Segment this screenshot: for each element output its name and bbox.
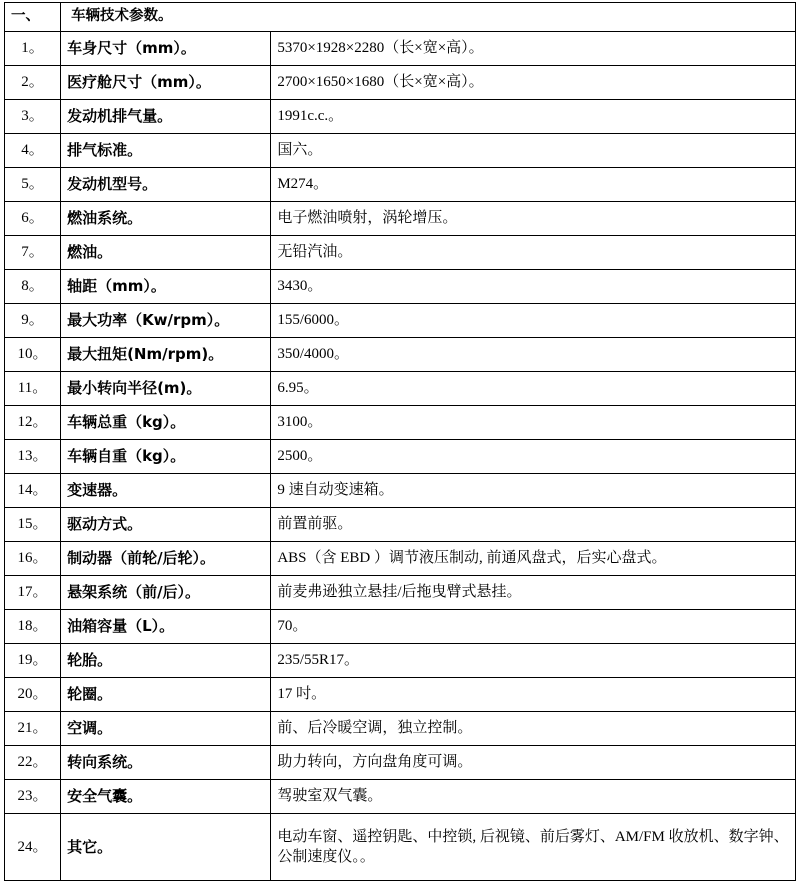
table-row [5,236,796,270]
row-number: 19。 [5,644,61,678]
row-label: 排气标准。 [61,134,271,168]
vehicle-spec-table [4,2,796,881]
table-row [5,814,796,881]
row-number: 11。 [5,372,61,406]
row-label: 变速器。 [61,474,271,508]
row-value: 5370×1928×2280（长×宽×高）。 [271,32,796,66]
table-row [5,508,796,542]
row-value: ABS（含 EBD ）调节液压制动, 前通风盘式，后实心盘式。 [271,542,796,576]
row-label: 其它。 [61,814,271,881]
row-value: 无铅汽油。 [271,236,796,270]
table-row [5,746,796,780]
row-label: 车辆总重（kg）。 [61,406,271,440]
row-number: 17。 [5,576,61,610]
row-number: 10。 [5,338,61,372]
table-row [5,100,796,134]
row-number: 13。 [5,440,61,474]
table-row [5,678,796,712]
row-value [271,814,796,881]
row-number: 18。 [5,610,61,644]
row-number: 15。 [5,508,61,542]
row-value-text: 电动车窗、遥控钥匙、中控锁, 后视镜、前后雾灯、AM/FM 收放机、数字钟、公制速度仪。。 [277,828,789,865]
table-row [5,644,796,678]
row-value: 前、后冷暖空调，独立控制。 [271,712,796,746]
row-label: 燃油系统。 [61,202,271,236]
row-label: 医疗舱尺寸（mm）。 [61,66,271,100]
row-number: 24。 [5,814,61,881]
row-label: 轮圈。 [61,678,271,712]
row-label: 轴距（mm）。 [61,270,271,304]
row-number: 2。 [5,66,61,100]
row-value: 国六。 [271,134,796,168]
table-row [5,32,796,66]
row-number: 1。 [5,32,61,66]
table-row [5,712,796,746]
row-label: 最大扭矩(Nm/rpm)。 [61,338,271,372]
table-row [5,440,796,474]
row-value: 9 速自动变速箱。 [271,474,796,508]
row-label: 最小转向半径(m)。 [61,372,271,406]
row-number: 8。 [5,270,61,304]
row-number: 22。 [5,746,61,780]
row-label: 发动机排气量。 [61,100,271,134]
table-row [5,304,796,338]
row-value: 助力转向，方向盘角度可调。 [271,746,796,780]
row-label: 车身尺寸（mm）。 [61,32,271,66]
row-value: 350/4000。 [271,338,796,372]
table-header-row [5,3,796,32]
row-value: 235/55R17。 [271,644,796,678]
table-row [5,134,796,168]
row-value: 1991c.c.。 [271,100,796,134]
row-label: 车辆自重（kg）。 [61,440,271,474]
row-value: 155/6000。 [271,304,796,338]
row-label: 油箱容量（L）。 [61,610,271,644]
row-number: 21。 [5,712,61,746]
row-value: 电子燃油喷射，涡轮增压。 [271,202,796,236]
row-label: 空调。 [61,712,271,746]
row-label: 安全气囊。 [61,780,271,814]
row-number: 20。 [5,678,61,712]
row-number: 4。 [5,134,61,168]
row-label: 转向系统。 [61,746,271,780]
row-number: 9。 [5,304,61,338]
row-value: 3430。 [271,270,796,304]
table-row [5,338,796,372]
table-row [5,610,796,644]
row-value: 前置前驱。 [271,508,796,542]
row-number: 7。 [5,236,61,270]
row-number: 14。 [5,474,61,508]
row-number: 5。 [5,168,61,202]
row-number: 6。 [5,202,61,236]
row-value: 17 吋。 [271,678,796,712]
row-number: 3。 [5,100,61,134]
table-row [5,542,796,576]
table-row [5,168,796,202]
table-row [5,474,796,508]
row-label: 轮胎。 [61,644,271,678]
table-row [5,576,796,610]
section-title: 车辆技术参数。 [61,3,796,32]
row-value: 6.95。 [271,372,796,406]
row-value: 驾驶室双气囊。 [271,780,796,814]
row-number: 16。 [5,542,61,576]
row-label: 驱动方式。 [61,508,271,542]
table-row [5,406,796,440]
row-label: 最大功率（Kw/rpm）。 [61,304,271,338]
table-row [5,372,796,406]
row-label: 发动机型号。 [61,168,271,202]
row-label: 悬架系统（前/后）。 [61,576,271,610]
row-label: 制动器（前轮/后轮）。 [61,542,271,576]
table-row [5,66,796,100]
table-row [5,202,796,236]
row-value: 2500。 [271,440,796,474]
row-label: 燃油。 [61,236,271,270]
row-value: 3100。 [271,406,796,440]
table-row [5,270,796,304]
table-row [5,780,796,814]
row-value: M274。 [271,168,796,202]
row-value: 前麦弗逊独立悬挂/后拖曳臂式悬挂。 [271,576,796,610]
section-number: 一、 [5,3,61,32]
row-value: 2700×1650×1680（长×宽×高）。 [271,66,796,100]
row-value: 70。 [271,610,796,644]
row-number: 23。 [5,780,61,814]
row-number: 12。 [5,406,61,440]
